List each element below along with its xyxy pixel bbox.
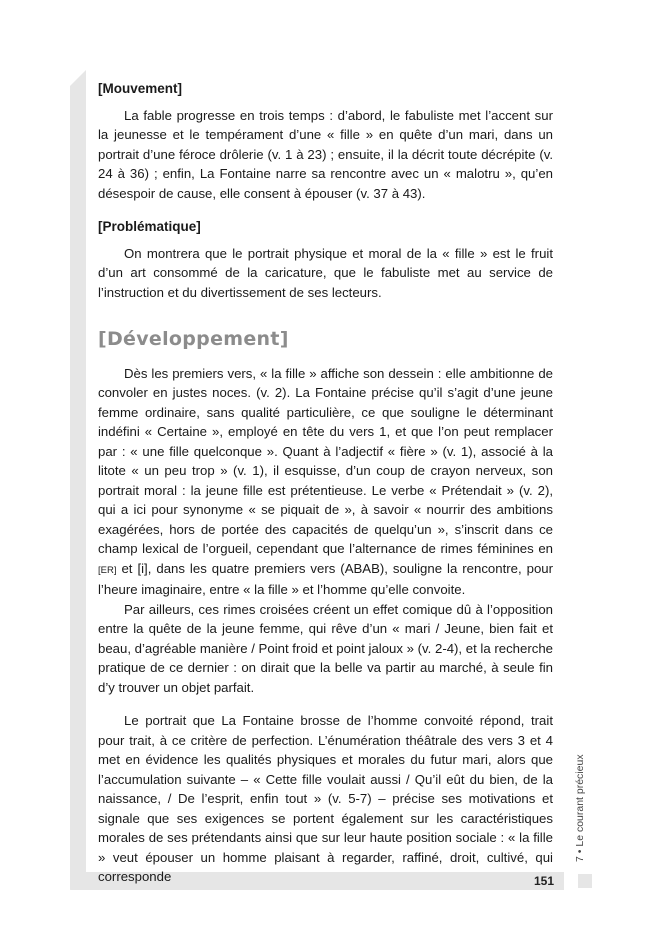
phonetic-er: [ER] [98,564,117,576]
page-frame-left [70,0,86,890]
chapter-side-label: 7 • Le courant précieux [574,754,586,862]
developpement-paragraph-2: Par ailleurs, ces rimes croisées créent un effet comique dû à l’opposition entre la quête de la jeune femme, qui rêve d’un « mari / Jeune, bien fait et beau, d’agréable manière / Point froid et point jaloux » (v. 2-4), et la recherche pratique de ce dernier : on dirait que la belle va partir au marché, à seule fin d’y trouver un objet parfait. [98,601,553,695]
dev-p1-text-c: , dans les quatre premiers vers (ABAB), souligne la rencontre, pour l’heure imaginaire, entre « la fille » et l’homme qu’elle convoite. [98,560,554,597]
page-content [98,79,553,887]
developpement-paragraph-3: Le portrait que La Fontaine brosse de l’homme convoité répond, trait pour trait, à ce critère de perfection. L’énumération théâtrale des vers 3 et 4 met en évidence les qualités physiques et morales du futur mari, alors que l’accumulation suivante – « Cette fille voulait aussi / Qu’il eût du bien, de la naissance, / De l’esprit, enfin tout » (v. 5-7) – précise ses motivations et signale que ses exigences se portent également sur les caractéristiques morales de ses prétendants ainsi que sur leur haute position sociale : « la fille » veut épouser un homme plaisant à regarder, raffiné, droit, cultivé, qui corresponde [98,713,553,884]
problematique-heading: [Problématique] [98,219,201,234]
mouvement-paragraph: La fable progresse en trois temps : d’abord, le fabuliste met l’accent sur la jeunesse et le tempérament d’une « fille » en quête d’un mari, dans un portrait d’une féroce drôlerie (v. 1 à 23) ; ensuite, il la décrit toute décrépite (v. 24 à 36) ; enfin, La Fontaine narre sa rencontre avec un « malotru », qu’en désespoir de cause, elle consent à épouser (v. 37 à 43). [98,107,553,201]
dev-p1-text-b: et [116,560,138,576]
developpement-heading: [Développement] [98,328,289,350]
mouvement-heading: [Mouvement] [98,81,182,96]
problematique-paragraph: On montrera que le portrait physique et moral de la « fille » est le fruit d’un art consommé de la caricature, que le fabuliste met au service de l’instruction et du divertissement de ses lecteurs. [98,245,553,300]
phonetic-i: [i] [137,560,148,576]
page-number: 151 [533,874,554,888]
developpement-paragraph-1 [98,364,553,600]
dev-p1-text-a: Dès les premiers vers, « la fille » affiche son dessein : elle ambitionne de convoler en justes noces. (v. 2). La Fontaine précise qu’il s’agit d’une jeune femme ordinaire, sans qualité particulière, ce que souligne le déterminant indéfini « Certaine », employé en tête du vers 1, et que l’on peut remplacer par : « une fille quelconque ». Quant à l’adjectif « fière » (v. 1), associé à la litote « un peu trop » (v. 1), il esquisse, d’un coup de crayon nerveux, son portrait moral : la jeune fille est prétentieuse. Le verbe « Prétendait » (v. 2), qui a ici pour synonyme « se piquait de », à savoir « nourrir des ambitions exagérées, hors de portée des capacités de quelqu’un », s’inscrit dans ce champ lexical de l’orgueil, cependant que l’alternance de rimes féminines en [98,365,553,556]
corner-marker [578,874,592,888]
